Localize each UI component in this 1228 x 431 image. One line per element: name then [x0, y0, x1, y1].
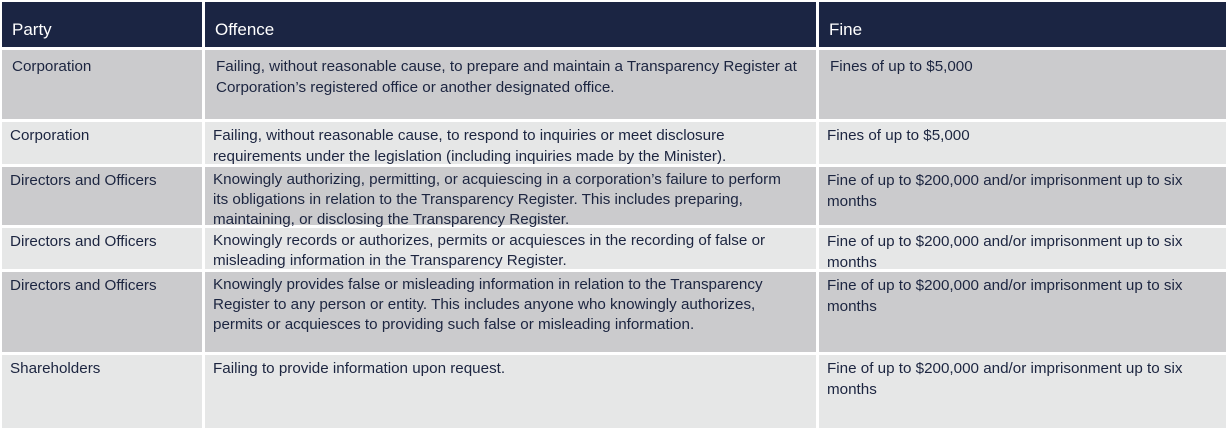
cell-party: Directors and Officers: [2, 228, 205, 272]
cell-offence: Knowingly records or authorizes, permits or acquiesces in the recording of false or misleading information in the Transparency Register.: [205, 228, 819, 272]
table-row: [2, 272, 1226, 355]
table-row: [2, 355, 1226, 431]
table-row: [2, 50, 1226, 122]
table-row: [2, 228, 1226, 272]
cell-fine: Fine of up to $200,000 and/or imprisonment up to six months: [819, 272, 1226, 355]
cell-fine: Fine of up to $200,000 and/or imprisonment up to six months: [819, 167, 1226, 228]
header-party: Party: [2, 2, 205, 50]
header-offence: Offence: [205, 2, 819, 50]
offences-table: [2, 2, 1226, 431]
cell-fine: Fine of up to $200,000 and/or imprisonment up to six months: [819, 228, 1226, 272]
table-row: [2, 167, 1226, 228]
cell-party: Directors and Officers: [2, 167, 205, 228]
cell-offence: Knowingly provides false or misleading information in relation to the Transparency Register to any person or entity. This includes anyone who knowingly authorizes, permits or acquiesces to providing such false or misleading information.: [205, 272, 819, 355]
cell-party: Shareholders: [2, 355, 205, 431]
cell-party: Directors and Officers: [2, 272, 205, 355]
cell-fine: Fines of up to $5,000: [819, 50, 1226, 122]
cell-fine: Fine of up to $200,000 and/or imprisonment up to six months: [819, 355, 1226, 431]
cell-party: Corporation: [2, 50, 205, 122]
cell-fine: Fines of up to $5,000: [819, 122, 1226, 167]
cell-offence: Failing, without reasonable cause, to respond to inquiries or meet disclosure requirements under the legislation (including inquiries made by the Minister).: [205, 122, 819, 167]
table-row: [2, 122, 1226, 167]
header-fine: Fine: [819, 2, 1226, 50]
cell-party: Corporation: [2, 122, 205, 167]
cell-offence: Knowingly authorizing, permitting, or acquiescing in a corporation’s failure to perform its obligations in relation to the Transparency Register. This includes preparing, maintaining, or disclosing the Transparency Register.: [205, 167, 819, 228]
table-header-row: [2, 2, 1226, 50]
cell-offence: Failing to provide information upon request.: [205, 355, 819, 431]
cell-offence: Failing, without reasonable cause, to prepare and maintain a Transparency Register at Corporation’s registered office or another designated office.: [205, 50, 819, 122]
